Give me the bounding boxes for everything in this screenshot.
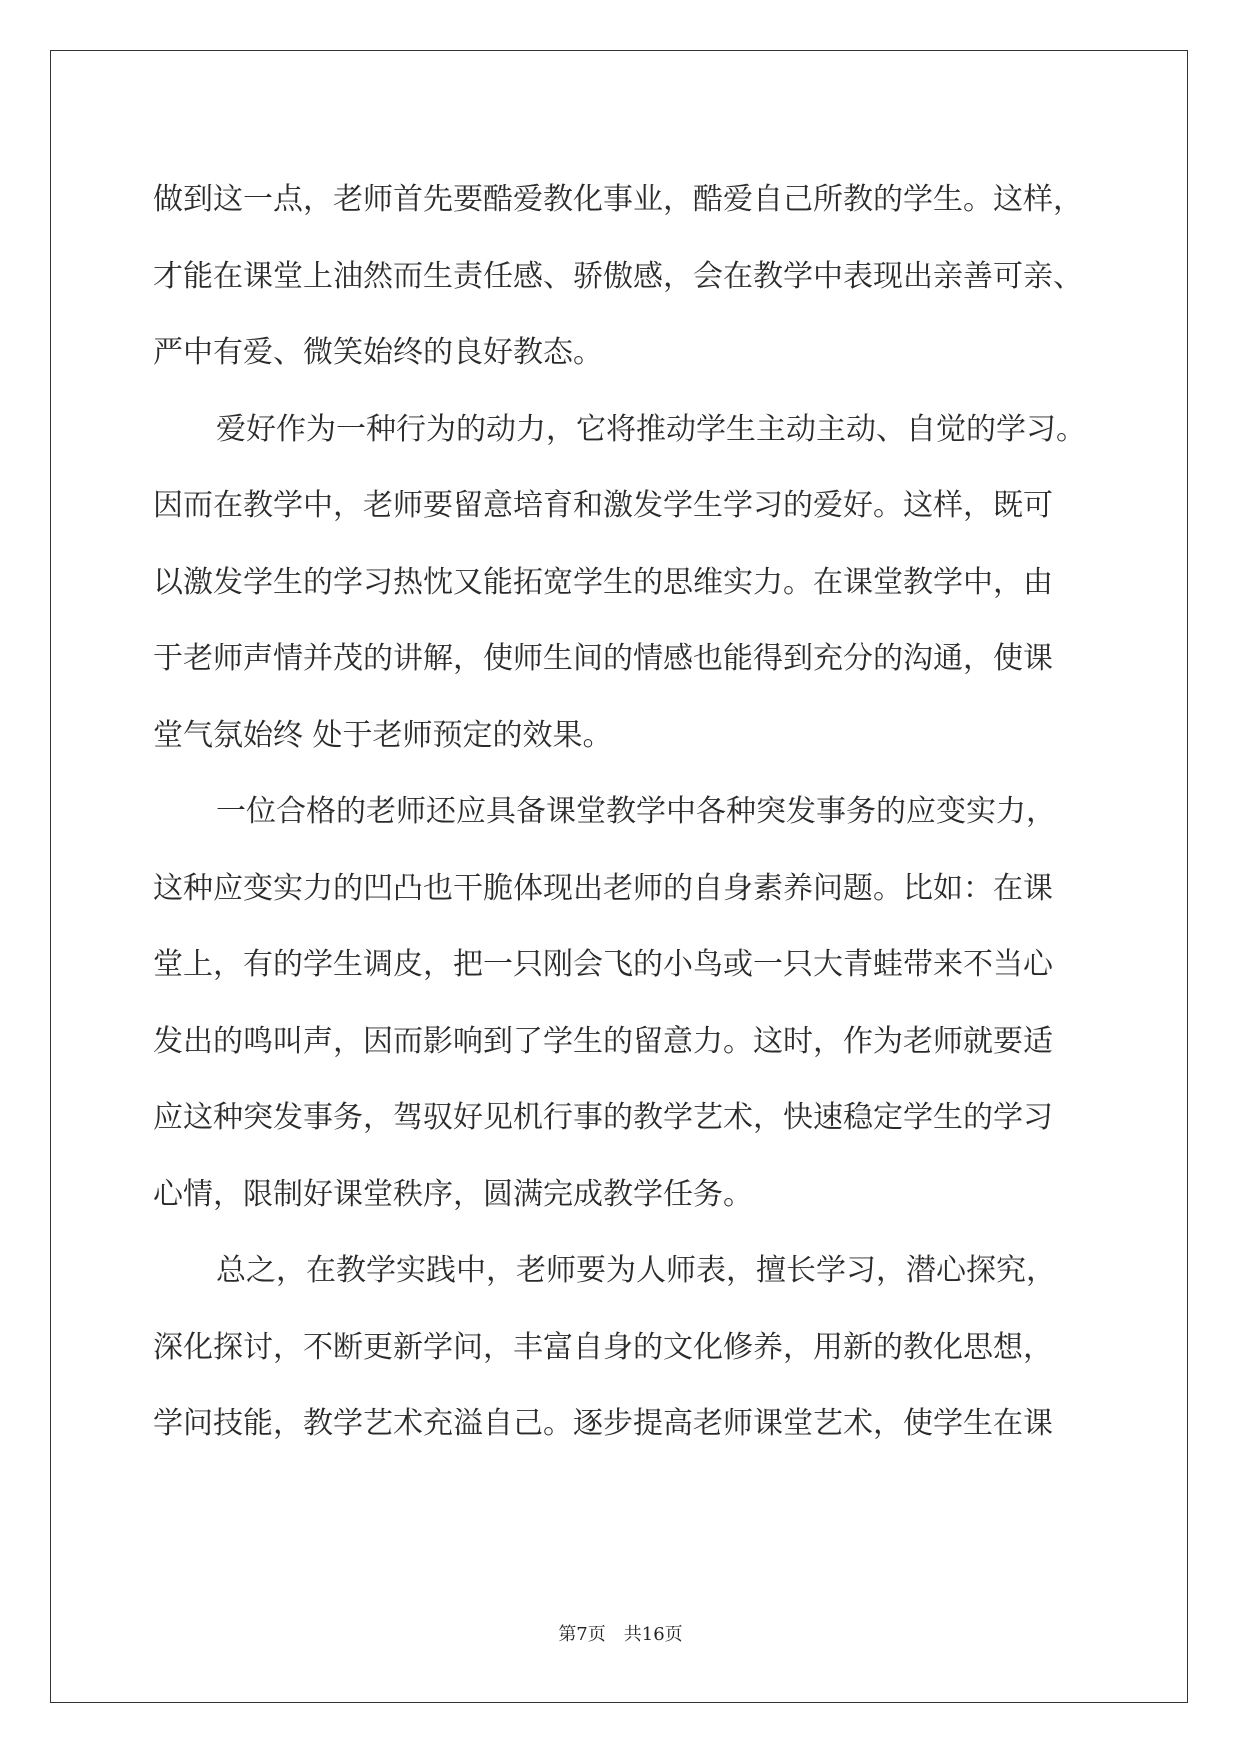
paragraph-first-line: 一位合格的老师还应具备课堂教学中各种突发事务的应变实力， — [216, 794, 1056, 829]
text-line: 以激发学生的学习热忱又能拓宽学生的思维实力。在课堂教学中，由 — [153, 564, 1053, 600]
text-line: 于老师声情并茂的讲解，使师生间的情感也能得到充分的沟通，使课 — [153, 641, 1053, 676]
text-line: 发出的鸣叫声，因而影响到了学生的留意力。这时，作为老师就要适 — [153, 1023, 1053, 1059]
text-line: 堂上，有的学生调皮，把一只刚会飞的小鸟或一只大青蛙带来不当心 — [153, 947, 1053, 982]
text-line: 才能在课堂上油然而生责任感、骄傲感，会在教学中表现出亲善可亲、 — [153, 258, 1083, 294]
paragraph-first-line: 总之，在教学实践中，老师要为人师表，擅长学习，潜心探究， — [216, 1253, 1056, 1288]
text-line: 严中有爱、微笑始终的良好教态。 — [153, 335, 603, 370]
text-line: 这种应变实力的凹凸也干脆体现出老师的自身素养问题。比如：在课 — [153, 870, 1053, 906]
text-line: 做到这一点，老师首先要酷爱教化事业，酷爱自己所教的学生。这样， — [153, 182, 1083, 217]
document-body — [153, 162, 1093, 1463]
text-line: 深化探讨，不断更新学问，丰富自身的文化修养，用新的教化思想， — [153, 1329, 1053, 1365]
text-line: 学问技能，教学艺术充溢自己。逐步提高老师课堂艺术，使学生在课 — [153, 1406, 1053, 1441]
text-line: 因而在教学中，老师要留意培育和激发学生学习的爱好。这样，既可 — [153, 488, 1053, 523]
text-line: 心情，限制好课堂秩序，圆满完成教学任务。 — [153, 1176, 753, 1212]
text-line: 应这种突发事务，驾驭好见机行事的教学艺术，快速稳定学生的学习 — [153, 1100, 1053, 1135]
text-line: 堂气氛始终 处于老师预定的效果。 — [153, 717, 613, 753]
paragraph-first-line: 爱好作为一种行为的动力，它将推动学生主动主动、自觉的学习。 — [216, 411, 1086, 447]
page-number-footer: 第7页 共16页 — [558, 1624, 683, 1645]
